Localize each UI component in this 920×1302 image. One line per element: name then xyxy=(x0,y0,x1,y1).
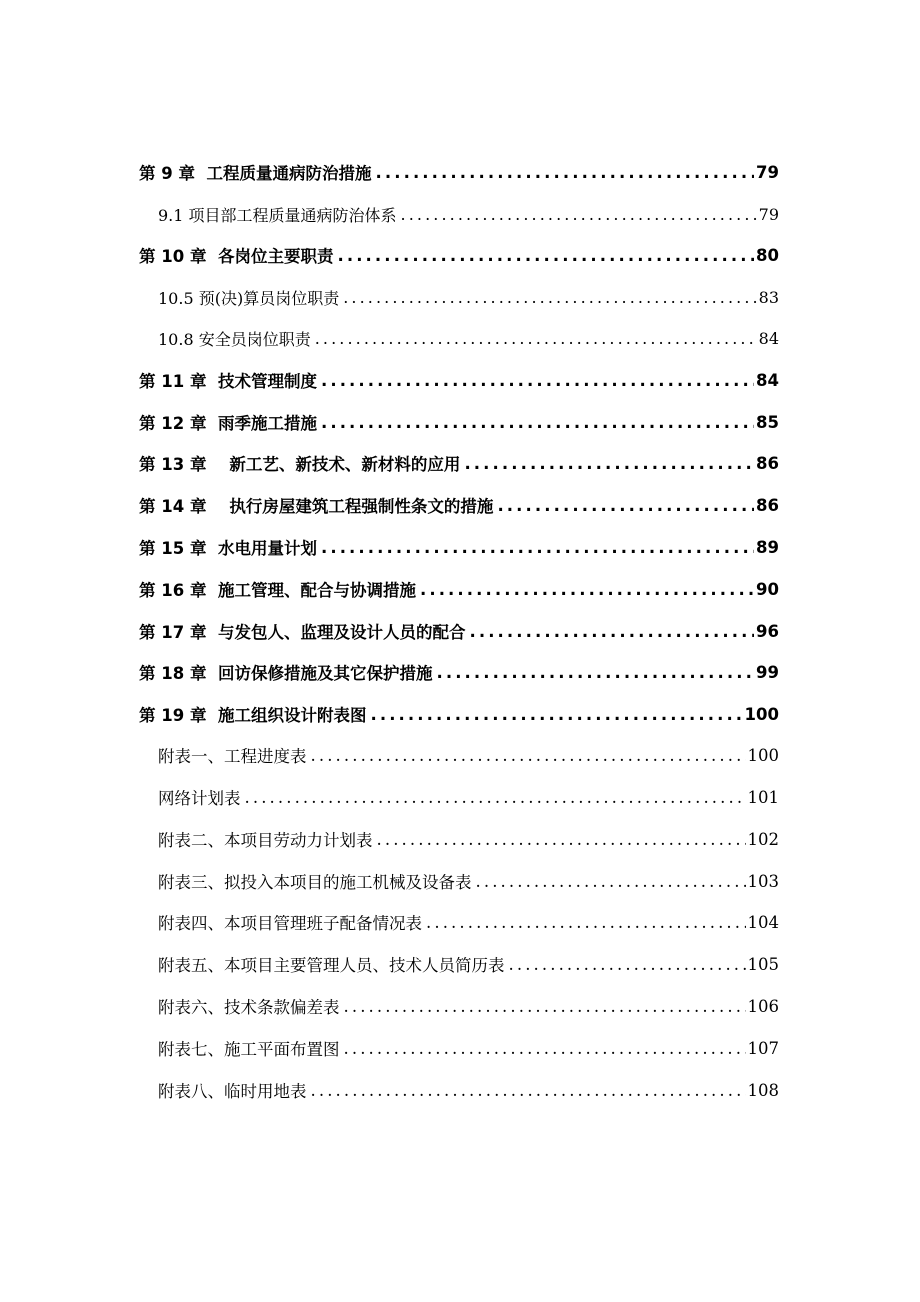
toc-entry-title: 9.1 项目部工程质量通病防治体系 xyxy=(158,205,397,225)
toc-entry-title: 第 19 章 施工组织设计附表图 xyxy=(139,706,367,725)
toc-entry-title: 第 13 章 新工艺、新技术、新材料的应用 xyxy=(139,455,461,474)
toc-entry-title: 附表七、施工平面布置图 xyxy=(158,1040,340,1059)
toc-entry-title: 10.5 预(决)算员岗位职责 xyxy=(158,288,340,308)
toc-entry-title: 附表五、本项目主要管理人员、技术人员简历表 xyxy=(158,956,505,975)
toc-dot-leader xyxy=(401,205,757,224)
toc-entry-title: 第 18 章 回访保修措施及其它保护措施 xyxy=(139,664,433,683)
toc-entry-title: 第 12 章 雨季施工措施 xyxy=(139,414,317,433)
toc-page-number: 106 xyxy=(747,996,779,1016)
toc-page-number: 86 xyxy=(756,495,779,515)
toc-dot-leader xyxy=(344,1039,746,1058)
toc-entry-title: 10.8 安全员岗位职责 xyxy=(158,329,311,349)
toc-entry-chapter-11[interactable] xyxy=(139,366,779,394)
toc-entry-title: 第 9 章 工程质量通病防治措施 xyxy=(139,164,372,183)
toc-entry-chapter-16[interactable] xyxy=(139,575,779,603)
toc-page-number: 105 xyxy=(747,954,779,974)
toc-entry-chapter-18[interactable] xyxy=(139,658,779,686)
toc-dot-leader xyxy=(311,746,746,765)
toc-entry-title: 第 17 章 与发包人、监理及设计人员的配合 xyxy=(139,623,466,642)
toc-page-number: 80 xyxy=(756,245,779,265)
toc-page-number: 83 xyxy=(758,287,779,307)
toc-entry-title: 附表二、本项目劳动力计划表 xyxy=(158,831,373,850)
toc-page-number: 101 xyxy=(747,787,779,807)
toc-dot-leader xyxy=(375,163,754,182)
toc-entry-section-10-8[interactable] xyxy=(158,324,779,352)
toc-dot-leader xyxy=(311,1081,746,1100)
toc-entry-appendix-5[interactable] xyxy=(158,950,779,978)
toc-page-number: 102 xyxy=(747,829,779,849)
toc-page-number: 84 xyxy=(756,370,779,390)
toc-dot-leader xyxy=(436,663,754,682)
toc-entry-title: 附表一、工程进度表 xyxy=(158,747,307,766)
toc-entry-section-10-5[interactable] xyxy=(158,283,779,311)
toc-entry-appendix-2[interactable] xyxy=(158,825,779,853)
toc-entry-appendix-4[interactable] xyxy=(158,908,779,936)
toc-dot-leader xyxy=(321,413,754,432)
toc-entry-title: 第 15 章 水电用量计划 xyxy=(139,539,317,558)
toc-entry-title: 附表三、拟投入本项目的施工机械及设备表 xyxy=(158,873,472,892)
toc-entry-title: 附表六、技术条款偏差表 xyxy=(158,998,340,1017)
toc-entry-appendix-3[interactable] xyxy=(158,867,779,895)
toc-dot-leader xyxy=(469,622,754,641)
toc-entry-title: 网络计划表 xyxy=(158,789,241,808)
toc-page-number: 79 xyxy=(756,162,779,182)
toc-page-number: 108 xyxy=(747,1080,779,1100)
toc-page-number: 100 xyxy=(747,745,779,765)
toc-page-number: 79 xyxy=(758,204,779,224)
toc-entry-title: 第 14 章 执行房屋建筑工程强制性条文的措施 xyxy=(139,497,494,516)
toc-entry-appendix-6[interactable] xyxy=(158,992,779,1020)
toc-page-number: 89 xyxy=(756,537,779,557)
toc-dot-leader xyxy=(426,913,746,932)
toc-dot-leader xyxy=(509,955,746,974)
toc-entry-chapter-14[interactable] xyxy=(139,491,779,519)
toc-entry-chapter-17[interactable] xyxy=(139,617,779,645)
toc-dot-leader xyxy=(497,496,754,515)
toc-dot-leader xyxy=(420,580,754,599)
toc-dot-leader xyxy=(476,872,746,891)
toc-entry-chapter-19[interactable] xyxy=(139,700,779,728)
toc-page-number: 99 xyxy=(756,662,779,682)
toc-entry-chapter-9[interactable] xyxy=(139,158,779,186)
toc-entry-appendix-1[interactable] xyxy=(158,741,779,769)
toc-page-number: 96 xyxy=(756,621,779,641)
toc-entry-chapter-15[interactable] xyxy=(139,533,779,561)
toc-entry-section-9-1[interactable] xyxy=(158,200,779,228)
toc-dot-leader xyxy=(343,288,756,307)
toc-page-number: 85 xyxy=(756,412,779,432)
toc-dot-leader xyxy=(321,371,754,390)
toc-page-number: 84 xyxy=(758,328,779,348)
toc-page-number: 107 xyxy=(747,1038,779,1058)
toc-entry-chapter-10[interactable] xyxy=(139,241,779,269)
toc-entry-title: 第 11 章 技术管理制度 xyxy=(139,372,317,391)
toc-page-number: 86 xyxy=(756,453,779,473)
toc-page-number: 90 xyxy=(756,579,779,599)
toc-entry-title: 第 10 章 各岗位主要职责 xyxy=(139,247,334,266)
toc-entry-appendix-8[interactable] xyxy=(158,1076,779,1104)
toc-dot-leader xyxy=(315,329,757,348)
toc-dot-leader xyxy=(464,454,754,473)
toc-dot-leader xyxy=(321,538,754,557)
toc-entry-chapter-13[interactable] xyxy=(139,449,779,477)
toc-dot-leader xyxy=(344,997,746,1016)
toc-entry-chapter-12[interactable] xyxy=(139,408,779,436)
toc-dot-leader xyxy=(370,705,742,724)
toc-dot-leader xyxy=(245,788,746,807)
toc-entry-title: 第 16 章 施工管理、配合与协调措施 xyxy=(139,581,416,600)
toc-dot-leader xyxy=(337,246,754,265)
toc-entry-title: 附表四、本项目管理班子配备情况表 xyxy=(158,914,422,933)
toc-page-number: 104 xyxy=(747,912,779,932)
toc-entry-title: 附表八、临时用地表 xyxy=(158,1082,307,1101)
toc-dot-leader xyxy=(377,830,746,849)
toc-entry-appendix-7[interactable] xyxy=(158,1034,779,1062)
toc-page-number: 103 xyxy=(747,871,779,891)
toc-entry-network-plan[interactable] xyxy=(158,783,779,811)
toc-page-number: 100 xyxy=(744,704,779,724)
